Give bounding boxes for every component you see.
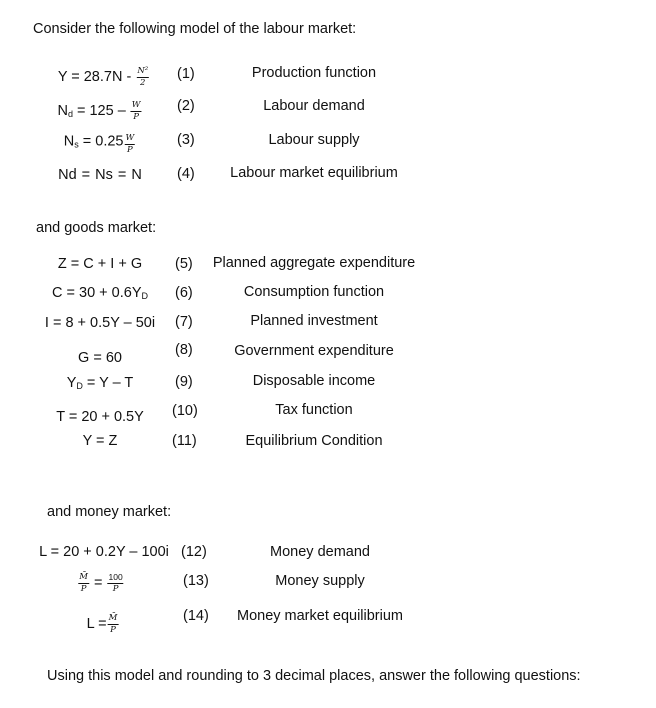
equation-number: (10) bbox=[172, 403, 198, 419]
equation-6: $C = 30 + 0.6Y_D$ bbox=[52, 285, 148, 301]
equation-number: (6) bbox=[175, 285, 193, 301]
equation-3: $N_s = 0.25$ $\frac{W}{P}$ bbox=[63, 133, 135, 155]
equation-number: (11) bbox=[172, 433, 197, 449]
equation-label: Money supply bbox=[275, 573, 365, 589]
equation-label: Production function bbox=[251, 65, 377, 81]
fraction: $\frac{M̄}{P}$ bbox=[108, 613, 118, 635]
equation-label: Equilibrium Condition bbox=[245, 433, 383, 449]
equation-9: $Y_D = Y - T$ bbox=[66, 375, 134, 391]
fraction: $\frac{W}{P}$ bbox=[125, 133, 135, 155]
equation-number: (8) bbox=[175, 342, 193, 358]
equation-number: (1) bbox=[177, 66, 195, 82]
equation-number: (13) bbox=[183, 573, 209, 589]
intro-goods: and goods market: bbox=[36, 220, 157, 236]
equation-label: Consumption function bbox=[243, 284, 385, 300]
equation-number: (4) bbox=[177, 166, 195, 182]
equation-10: T = 20 + 0.5Y bbox=[56, 409, 144, 425]
equation-label: Labour demand bbox=[263, 98, 365, 114]
equation-label: Planned aggregate expenditure bbox=[212, 255, 416, 271]
fraction: $\frac{M̄}{P}$ bbox=[79, 572, 88, 594]
fraction: $\frac{W}{P}$ bbox=[131, 100, 141, 122]
equation-label: Money market equilibrium bbox=[236, 608, 404, 624]
equation-11: Y = Z bbox=[82, 433, 118, 449]
equation-number: (3) bbox=[177, 132, 195, 148]
equation-4: Nd = Ns = N bbox=[58, 167, 142, 183]
fraction: $\frac{\text{N²}}{2}$ bbox=[137, 66, 149, 88]
equation-number: (14) bbox=[183, 608, 209, 624]
equation-number: (2) bbox=[177, 98, 195, 114]
equation-8: G = 60 bbox=[78, 350, 122, 366]
equation-1: Y = 28.7N - $\frac{\text{N²}}{2}$ bbox=[57, 66, 149, 88]
equation-number: (12) bbox=[181, 544, 207, 560]
equation-label: Disposable income bbox=[252, 373, 376, 389]
equation-2: $N_d = 125$ – $\frac{W}{P}$ bbox=[57, 100, 141, 122]
equation-13: $\frac{M̄}{P}$ = $\frac{100}{P}$ bbox=[79, 572, 123, 594]
equation-12: L = 20 + 0.2Y – 100i bbox=[39, 544, 169, 560]
equation-7: I = 8 + 0.5Y – 50i bbox=[44, 315, 156, 331]
intro-money: and money market: bbox=[47, 504, 172, 520]
equation-number: (9) bbox=[175, 374, 193, 390]
closing-instruction: Using this model and rounding to 3 decimal places, answer the following questions: bbox=[47, 668, 581, 684]
equation-label: Tax function bbox=[275, 402, 353, 418]
equation-number: (7) bbox=[175, 314, 193, 330]
intro-labour: Consider the following model of the labour market: bbox=[33, 21, 357, 37]
equation-label: Labour supply bbox=[268, 132, 360, 148]
equation-number: (5) bbox=[175, 256, 193, 272]
equation-label: Planned investment bbox=[250, 313, 378, 329]
equation-label: Government expenditure bbox=[234, 343, 394, 359]
equation-label: Labour market equilibrium bbox=[230, 165, 398, 181]
equation-5: Z = C + I + G bbox=[57, 256, 143, 272]
fraction: $\frac{100}{P}$ bbox=[108, 572, 123, 594]
equation-label: Money demand bbox=[270, 544, 370, 560]
equation-14: L = $\frac{M̄}{P}$ bbox=[86, 613, 118, 635]
